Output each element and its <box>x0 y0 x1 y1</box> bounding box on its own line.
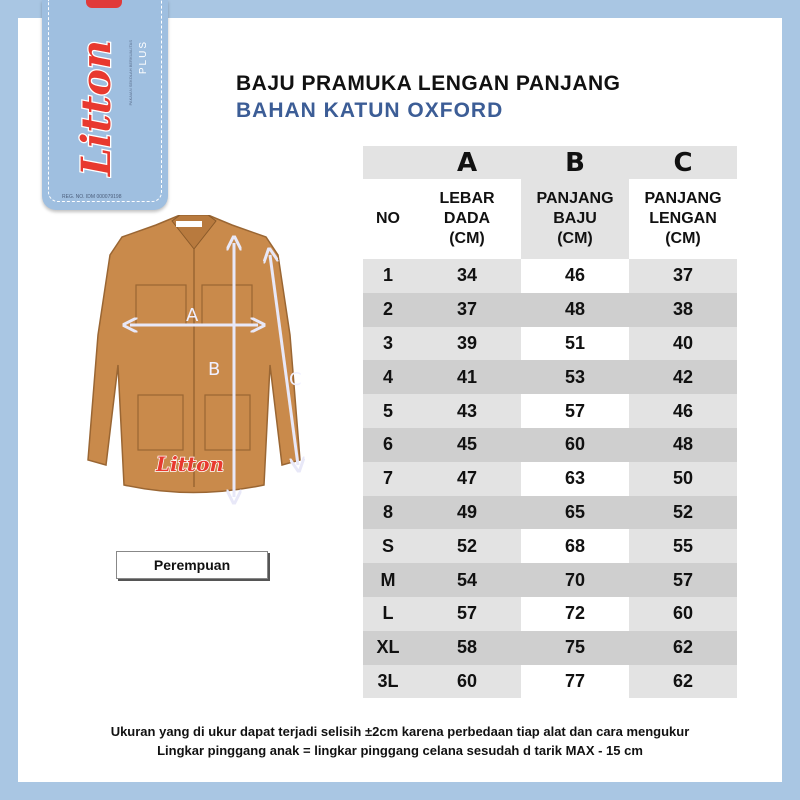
cell-c: 62 <box>629 631 737 665</box>
page-title: BAJU PRAMUKA LENGAN PANJANG <box>236 72 621 95</box>
cell-a: 49 <box>413 496 521 530</box>
table-row <box>363 631 737 665</box>
cell-b: 68 <box>521 529 629 563</box>
letter-blank <box>363 146 413 179</box>
cell-a: 47 <box>413 462 521 496</box>
cell-c: 52 <box>629 496 737 530</box>
table-row <box>363 563 737 597</box>
shirt-label <box>176 221 202 227</box>
header-c-line2: LENGAN <box>649 210 717 227</box>
cell-b: 77 <box>521 665 629 699</box>
cell-a: 45 <box>413 428 521 462</box>
cell-b: 51 <box>521 327 629 361</box>
table-row <box>363 327 737 361</box>
shirt-print-logo <box>155 452 224 476</box>
brand-tag <box>42 0 168 210</box>
cell-c: 40 <box>629 327 737 361</box>
gender-label: Perempuan <box>116 551 268 579</box>
header-a-line3: (CM) <box>449 230 485 247</box>
cell-b: 70 <box>521 563 629 597</box>
note-tolerance: Ukuran yang di ukur dapat terjadi selisih ±2cm karena perbedaan tiap alat dan cara mengukur <box>110 724 690 739</box>
cell-b: 57 <box>521 394 629 428</box>
cell-b: 72 <box>521 597 629 631</box>
letter-row <box>363 146 737 179</box>
cell-b: 65 <box>521 496 629 530</box>
header-c <box>629 179 737 259</box>
measure-b-label: B <box>208 359 221 380</box>
header-c-line1: PANJANG <box>644 190 722 207</box>
table-row <box>363 293 737 327</box>
table-row <box>363 259 737 293</box>
cell-b: 46 <box>521 259 629 293</box>
table-row <box>363 665 737 699</box>
cell-c: 50 <box>629 462 737 496</box>
header-no: NO <box>363 179 413 259</box>
header-a <box>413 179 521 259</box>
cell-c: 57 <box>629 563 737 597</box>
cell-no: 3L <box>363 665 413 699</box>
table-row <box>363 360 737 394</box>
header-c-line3: (CM) <box>665 230 701 247</box>
header-b-line1: PANJANG <box>536 190 614 207</box>
header-a-line1: LEBAR <box>439 190 495 207</box>
cell-no: XL <box>363 631 413 665</box>
cell-no: 4 <box>363 360 413 394</box>
table-row <box>363 529 737 563</box>
shirt-diagram <box>68 215 318 515</box>
header-b <box>521 179 629 259</box>
measure-a-label: A <box>186 305 199 326</box>
measure-c-label: C <box>289 369 302 390</box>
cell-no: S <box>363 529 413 563</box>
header-row <box>363 179 737 259</box>
cell-b: 53 <box>521 360 629 394</box>
table-row <box>363 597 737 631</box>
table-row <box>363 428 737 462</box>
cell-a: 39 <box>413 327 521 361</box>
cell-a: 37 <box>413 293 521 327</box>
cell-c: 46 <box>629 394 737 428</box>
brand-tagline: PAKAIAN SEKOLAH BERKUALITAS <box>128 40 133 106</box>
tag-top-accent <box>86 0 122 8</box>
cell-b: 60 <box>521 428 629 462</box>
cell-c: 62 <box>629 665 737 699</box>
cell-a: 52 <box>413 529 521 563</box>
header-b-line2: BAJU <box>553 210 597 227</box>
cell-c: 38 <box>629 293 737 327</box>
header-b-line3: (CM) <box>557 230 593 247</box>
cell-a: 43 <box>413 394 521 428</box>
cell-no: M <box>363 563 413 597</box>
note-waist: Lingkar pinggang anak = lingkar pinggang celana sesudah d tarik MAX - 15 cm <box>157 743 643 758</box>
brand-logo-text: Litton <box>73 39 120 176</box>
cell-c: 55 <box>629 529 737 563</box>
cell-a: 34 <box>413 259 521 293</box>
cell-no: 1 <box>363 259 413 293</box>
table-row <box>363 462 737 496</box>
page-subtitle: BAHAN KATUN OXFORD <box>236 99 504 122</box>
cell-a: 41 <box>413 360 521 394</box>
brand-logo <box>60 28 130 178</box>
cell-a: 60 <box>413 665 521 699</box>
brand-plus: PLUS <box>138 40 149 75</box>
cell-no: 8 <box>363 496 413 530</box>
letter-b: B <box>521 146 629 179</box>
cell-a: 54 <box>413 563 521 597</box>
cell-c: 37 <box>629 259 737 293</box>
letter-c: C <box>629 146 737 179</box>
cell-c: 42 <box>629 360 737 394</box>
table-row <box>363 496 737 530</box>
cell-no: 3 <box>363 327 413 361</box>
header-a-line2: DADA <box>443 210 491 227</box>
cell-b: 63 <box>521 462 629 496</box>
cell-a: 58 <box>413 631 521 665</box>
cell-c: 48 <box>629 428 737 462</box>
registration-number: REG. NO. IDM 000079198 <box>62 194 122 200</box>
cell-a: 57 <box>413 597 521 631</box>
cell-no: 6 <box>363 428 413 462</box>
size-table <box>363 146 737 698</box>
cell-no: 7 <box>363 462 413 496</box>
shirt-logo-text: Litton <box>156 452 225 476</box>
cell-b: 48 <box>521 293 629 327</box>
cell-c: 60 <box>629 597 737 631</box>
cell-no: L <box>363 597 413 631</box>
cell-no: 2 <box>363 293 413 327</box>
table-row <box>363 394 737 428</box>
cell-no: 5 <box>363 394 413 428</box>
cell-b: 75 <box>521 631 629 665</box>
letter-a: A <box>413 146 521 179</box>
